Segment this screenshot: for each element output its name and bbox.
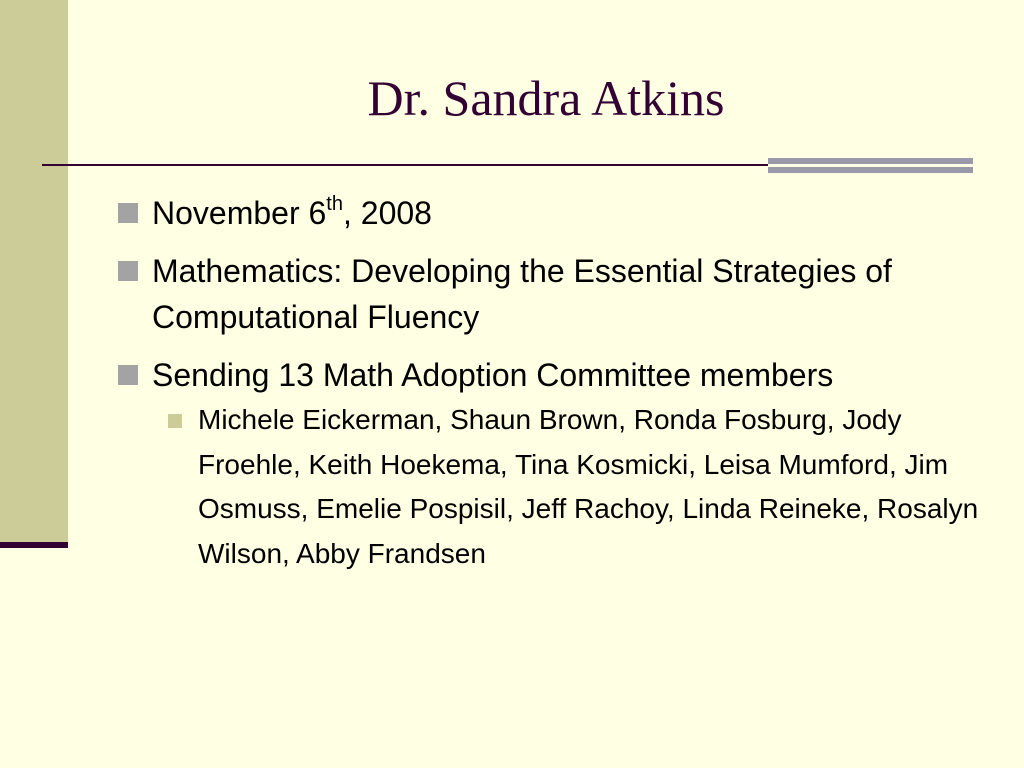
- date-superscript: th: [326, 193, 343, 216]
- members-text: Michele Eickerman, Shaun Brown, Ronda Fosburg, Jody Froehle, Keith Hoekema, Tina Kosmicki, Leisa Mumford, Jim Osmuss, Emelie Pospisil, Jeff Rachoy, Linda Reineke, Rosalyn Wilson, Abby Frandsen: [198, 404, 979, 569]
- sub-bullet-list: [112, 398, 992, 576]
- title-underline: [42, 164, 768, 166]
- side-rule: [0, 542, 68, 548]
- title-accent-bars: [768, 158, 973, 173]
- side-band: [0, 0, 68, 546]
- accent-bar-bottom: [768, 167, 973, 173]
- committee-text: Sending 13 Math Adoption Committee members: [152, 357, 834, 393]
- bullet-committee: [112, 352, 992, 576]
- square-bullet-icon: [118, 203, 138, 223]
- slide-title: Dr. Sandra Atkins: [367, 70, 725, 126]
- bullet-date: [112, 190, 992, 236]
- slide-body: [112, 190, 992, 576]
- bullet-topic: [112, 248, 992, 340]
- date-text: November 6th, 2008: [152, 193, 432, 231]
- sub-bullet-members: [158, 398, 992, 576]
- square-bullet-icon: [118, 365, 138, 385]
- small-square-bullet-icon: [168, 414, 182, 428]
- topic-text: Mathematics: Developing the Essential Strategies of Computational Fluency: [152, 253, 892, 335]
- bullet-list: [112, 190, 992, 576]
- square-bullet-icon: [118, 261, 138, 281]
